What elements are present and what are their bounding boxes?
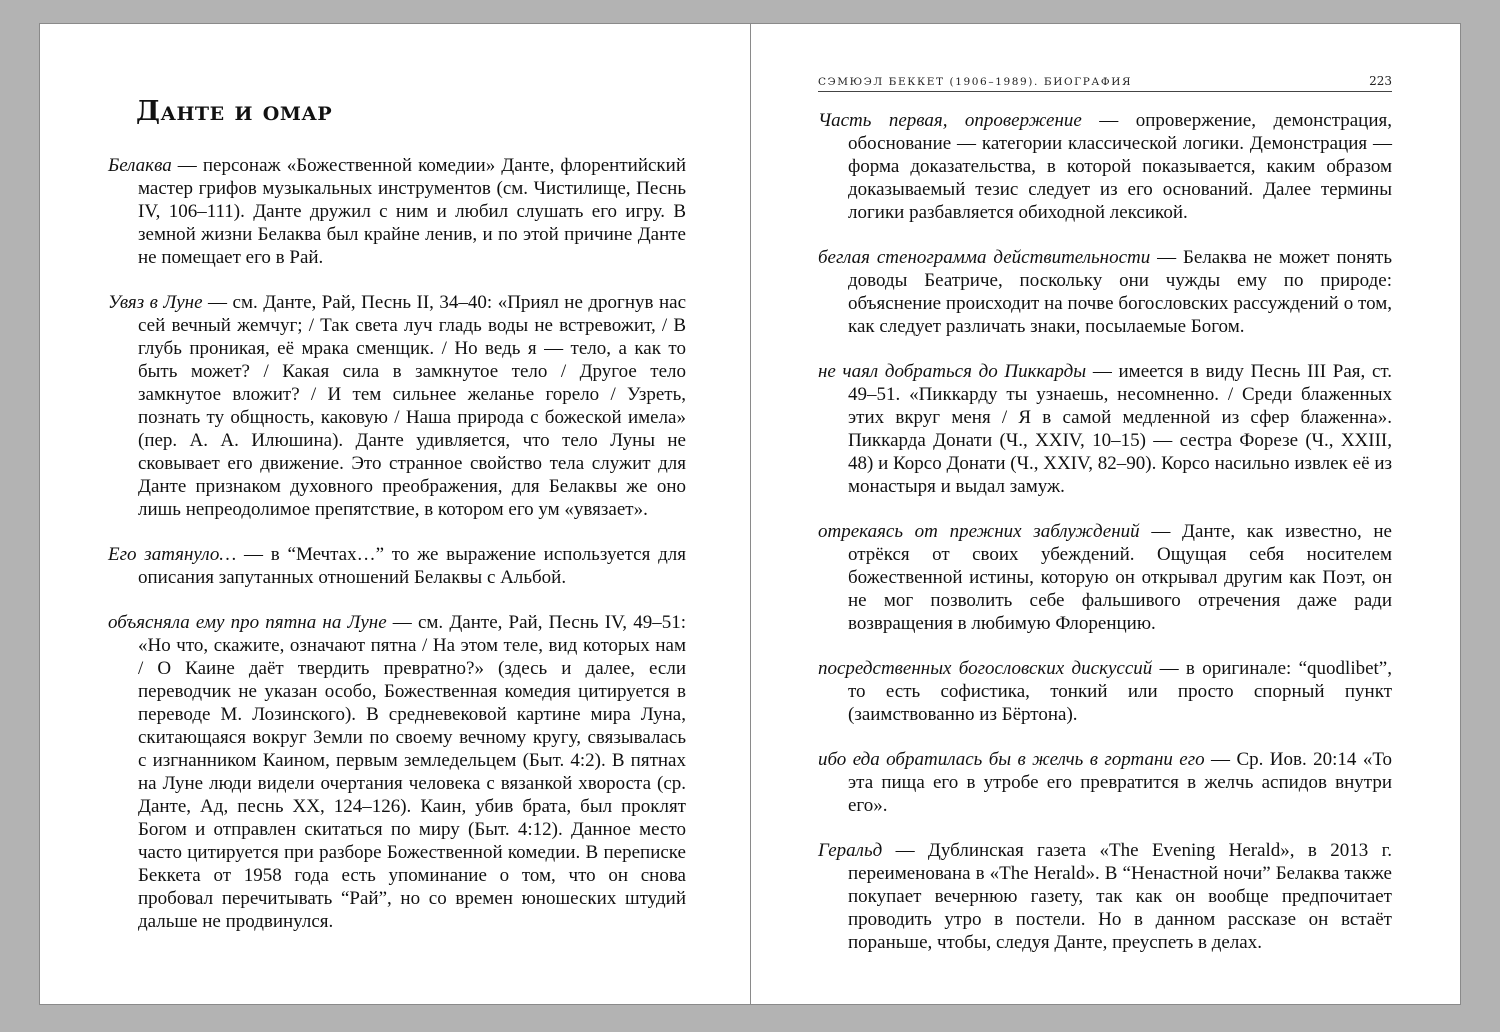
chapter-title: Данте и омар (136, 96, 333, 127)
note-item (818, 109, 1392, 224)
note-term: Увяз в Луне (108, 292, 203, 313)
right-notes (818, 109, 1392, 976)
note-text: — Белаква не может понять доводы Беатриче, поскольку они чужды ему по природе: объяснение происходит на почве богословских рассуждений о том, как следует различать знаки, посылаемые Богом. (848, 247, 1393, 337)
left-notes (108, 154, 686, 955)
note-text: — Дублинская газета «The Evening Herald», в 2013 г. переименована в «The Herald». В “Ненастной ночи” Белаква также покупает вечернюю газету, так как он вообще предпочитает проводить утро в постели. Но в данном рассказе он встаёт пораньше, чтобы, следуя Данте, преуспеть в делах. (848, 840, 1392, 953)
note-term: Его затянуло… (108, 544, 237, 565)
note-text: — Ср. Иов. 20:14 «То эта пища его в утробе его превратится в желчь аспидов внутри его». (848, 749, 1392, 816)
note-text: — персонаж «Божественной комедии» Данте, флорентийский мастер грифов музыкальных инструментов (см. Чистилище, Песнь IV, 106–111). Данте дружил с ним и любил слушать его игру. В земной жизни Белаква был крайне ленив, и по этой причине Данте не помещает его в Рай. (138, 155, 686, 268)
running-head-title: СЭМЮЭЛ БЕККЕТ (1906–1989). БИОГРАФИЯ (818, 76, 1133, 88)
note-term: Геральд (818, 840, 883, 861)
note-item (818, 839, 1392, 954)
note-text: — имеется в виду Песнь III Рая, ст. 49–51. «Пиккарду ты узнаешь, несомненно. / Среди блаженных этих вкруг меня / Я в самой медленной из сфер блаженна». Пиккарда Донати (Ч., XXIV, 10–15) — сестра Форезе (Ч., XXIII, 48) и Корсо Донати (Ч., XXIV, 82–90). Корсо насильно извлек её из монастыря и выдал замуж. (848, 361, 1393, 497)
note-term: беглая стенограмма действительности (818, 247, 1151, 268)
note-item (818, 520, 1392, 635)
note-item (818, 360, 1392, 498)
running-head (818, 76, 1392, 92)
left-page (108, 24, 686, 1004)
note-term: ибо еда обратилась бы в желчь в гортани его (818, 749, 1205, 770)
note-text: — опровержение, демонстрация, обоснование — категории классической логики. Демонстрация — форма доказательства, в которой показывается, каким образом доказываемый тезис следует из его оснований. Далее термины логики разбавляется обиходной лексикой. (848, 110, 1392, 223)
note-term: отрекаясь от прежних заблуждений (818, 521, 1140, 542)
note-term: Часть первая, опровержение (818, 110, 1082, 131)
note-text: — в оригинале: “quodlibet”, то есть софистика, тонкий или просто спорный пункт (заимствованно из Бёртона). (848, 658, 1392, 725)
note-item (818, 657, 1392, 726)
note-term: не чаял добраться до Пиккарды (818, 361, 1087, 382)
note-term: Белаква (108, 155, 172, 176)
note-item (108, 611, 686, 933)
page-number: 223 (1369, 74, 1392, 88)
note-text: — в “Мечтах…” то же выражение используется для описания запутанных отношений Белаквы с Альбой. (138, 544, 686, 588)
right-page (818, 24, 1392, 1004)
note-item (108, 543, 686, 589)
note-term: объясняла ему про пятна на Луне (108, 612, 387, 633)
note-term: посредственных богословских дискуссий (818, 658, 1153, 679)
note-item (818, 246, 1392, 338)
note-item (818, 748, 1392, 817)
page-gutter (750, 24, 751, 1004)
note-item (108, 154, 686, 269)
note-text: — см. Данте, Рай, Песнь II, 34–40: «Приял не дрогнув нас сей вечный жемчуг; / Так света луч гладь воды не встревожит, / В глубь проникая, её мрака сменщик. / Но ведь я — тело, а как то быть может? / Какая сила в замкнутое тело / Другое тело замкнутое вложит? / И тем сильнее желанье горело / Узреть, познать ту общность, каковую / Наша природа с божеской имела» (пер. А. А. Илюшина). Данте удивляется, что тело Луны не сковывает его движение. Это странное свойство тела служит для Данте признаком духовного преображения, для Белаквы же оно лишь непреодолимое препятствие, в котором его ум «увязает». (138, 292, 687, 520)
note-text: — см. Данте, Рай, Песнь IV, 49–51: «Но что, скажите, означают пятна / На этом теле, вид которых нам / О Каине даёт твердить превратно?» (здесь и далее, если переводчик не указан особо, Божественная комедия цитируется в переводе М. Лозинского). В средневековой картине мира Луна, скитающаяся вокруг Земли по своему вечному кругу, связывалась с изгнанником Каином, первым земледельцем (Быт. 4:2). В пятнах на Луне люди видели очертания человека с вязанкой хвороста (ср. Данте, Ад, песнь XX, 124–126). Каин, убив брата, был проклят Богом и отправлен скитаться по миру (Быт. 4:12). Данное место часто цитируется при разборе Божественной комедии. В переписке Беккета от 1958 года есть упоминание о том, что он снова пробовал перечитывать “Рай”, но со времен юношеских штудий дальше не продвинулся. (138, 612, 686, 932)
book-spread (39, 23, 1461, 1005)
note-item (108, 291, 686, 521)
note-text: — Данте, как известно, не отрёкся от своих убеждений. Ощущая себя носителем божественной истины, которую он открывал другим как Поэт, он не мог позволить себе фальшивого отречения даже ради возвращения в любимую Флоренцию. (848, 521, 1392, 634)
